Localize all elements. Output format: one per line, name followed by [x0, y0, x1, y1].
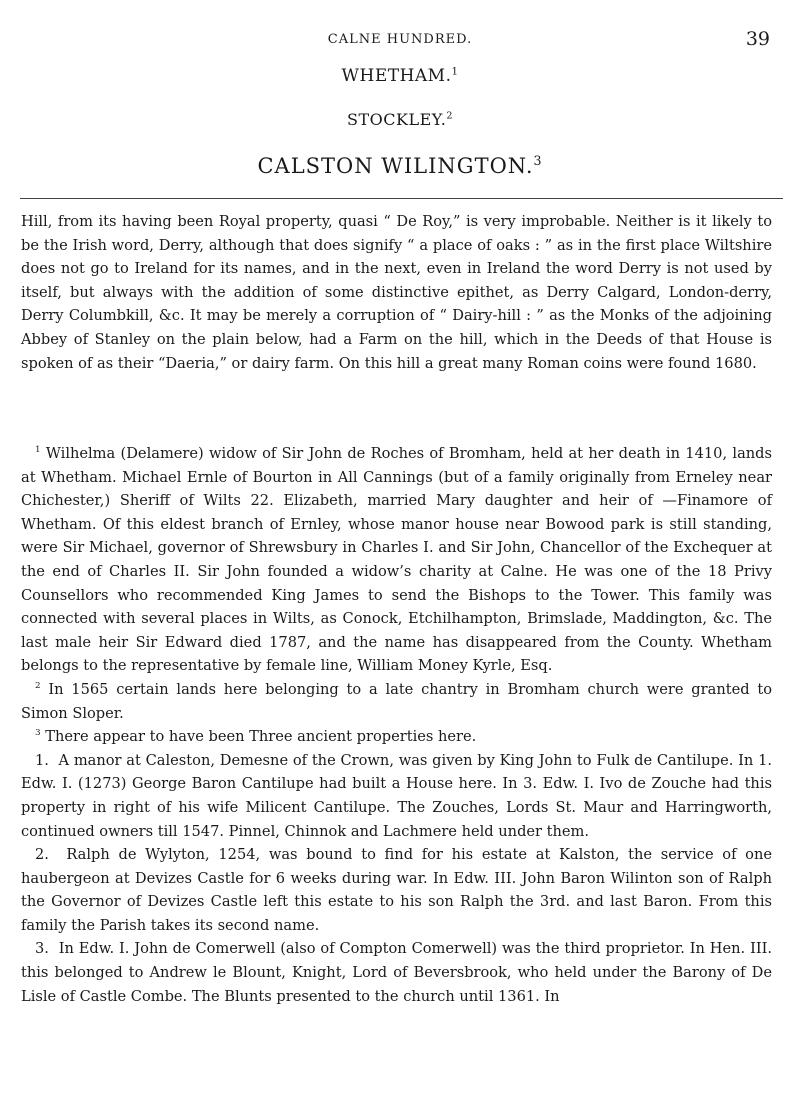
item-text: In Edw. I. John de Comerwell (also of Compton Comerwell) was the third proprietor. In Hen. III. this belonged to Andrew le Blount, Knight, Lord of Beversbrook, who held under the Barony of De Lisle of Castle Combe. The Blunts presented to the church until 1361. In — [21, 940, 772, 1005]
footnote-2-text: In 1565 certain lands here belonging to a late chantry in Bromham church were granted to Simon Sloper. — [21, 680, 772, 722]
footnote-ref-3[interactable]: 3 — [533, 153, 543, 168]
page-number: 39 — [745, 28, 770, 50]
footnote-2-marker: 2 — [35, 681, 41, 692]
footnote-ref-2[interactable]: 2 — [446, 110, 453, 122]
footnote-3-item — [21, 843, 772, 937]
footnote-3-item — [21, 749, 772, 843]
item-number: 1. — [35, 751, 49, 769]
running-header — [0, 28, 800, 52]
heading-stockley — [0, 110, 800, 129]
heading-calston-wilington — [0, 154, 800, 178]
footnote-ref-1[interactable]: 1 — [451, 66, 459, 78]
footnote-3-item — [21, 937, 772, 1008]
footnote-1 — [21, 442, 772, 678]
main-paragraph-text: Hill, from its having been Royal property, quasi “ De Roy,” is very improbable. Neither is it likely to be the Irish word, Derry, although that does signify “ a place of oaks : ” as in the first place Wiltshire does not go to Ireland for its names, and in the next, even in Ireland the word Derry is not used by itself, but always with the addition of some distinctive epithet, as Derry Calgard, London-derry, Derry Columbkill, &c. It may be merely a corruption of “ Dairy-hill : ” as the Monks of the adjoining Abbey of Stanley on the plain below, had a Farm on the hill, which in the Deeds of that House is spoken of as their “Daeria,” or dairy farm. On this hill a great many Roman coins were found 1680. — [21, 213, 772, 372]
footnote-3 — [21, 725, 772, 749]
footnotes — [21, 442, 772, 1008]
section-divider — [20, 198, 783, 199]
footnote-3-intro: There appear to have been Three ancient properties here. — [45, 728, 477, 746]
heading-stockley-text: STOCKLEY. — [347, 110, 447, 129]
footnote-1-text: Wilhelma (Delamere) widow of Sir John de Roches of Bromham, held at her death in 1410, lands at Whetham. Michael Ernle of Bourton in All Cannings (but of a family originally from Erneley near Chichester,) Sheriff of Wilts 22. Elizabeth, married Mary daughter and heir of —Finamore of Whetham. Of this eldest branch of Ernley, whose manor house near Bowood park is still standing, were Sir Michael, governor of Shrewsbury in Charles I. and Sir John, Chancellor of the Exchequer at the end of Charles II. Sir John founded a widow’s charity at Calne. He was one of the 18 Privy Counsellors who recommended King James to send the Bishops to the Tower. This family was connected with several places in Wilts, as Conock, Etchilhampton, Brimslade, Maddington, &c. The last male heir Sir Edward died 1787, and the name has disappeared from the County. Whetham belongs to the representative by female line, William Money Kyrle, Esq. — [21, 445, 773, 675]
main-paragraph — [21, 210, 772, 375]
heading-whetham-text: WHETHAM. — [341, 66, 452, 86]
footnote-1-marker: 1 — [35, 445, 41, 456]
item-text: A manor at Caleston, Demesne of the Crown, was given by King John to Fulk de Cantilupe. In 1. Edw. I. (1273) George Baron Cantilupe had built a House here. In 3. Edw. I. Ivo de Zouche had this property in right of his wife Milicent Cantilupe. The Zouches, Lords St. Maur and Harringworth, continued owners till 1547. Pinnel, Chinnok and Lachmere held under them. — [21, 751, 773, 840]
footnote-3-marker: 3 — [35, 728, 41, 739]
item-number: 3. — [35, 940, 49, 958]
item-number: 2. — [35, 846, 49, 864]
running-title: CALNE HUNDRED. — [327, 32, 473, 47]
item-text: Ralph de Wylyton, 1254, was bound to find for his estate at Kalston, the service of one haubergeon at Devizes Castle for 6 weeks during war. In Edw. III. John Baron Wilinton son of Ralph the Governor of Devizes Castle left this estate to his son Ralph the 3rd. and last Baron. From this family the Parish takes its second name. — [21, 846, 773, 934]
heading-whetham — [0, 66, 800, 86]
footnote-2 — [21, 678, 772, 725]
heading-calston-text: CALSTON WILINGTON. — [257, 154, 534, 178]
